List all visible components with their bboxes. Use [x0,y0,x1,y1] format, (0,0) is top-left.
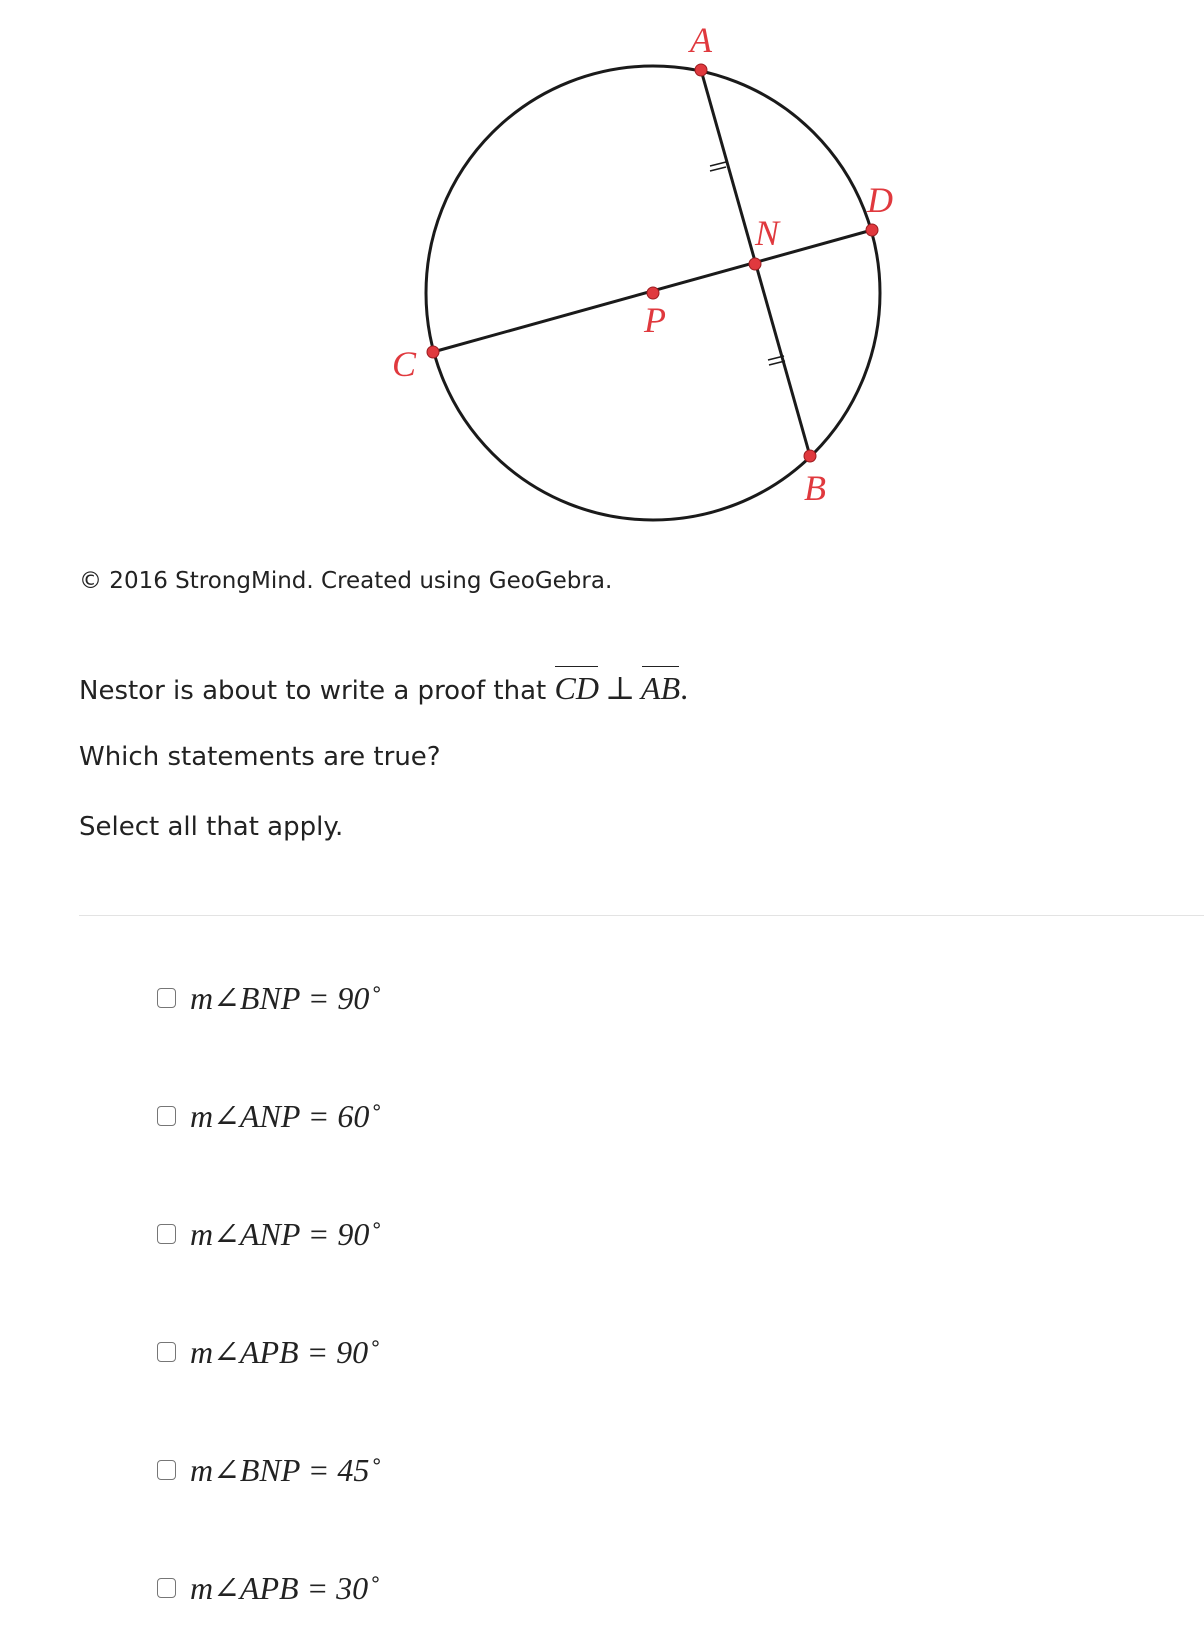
instruction-text: Select all that apply. [79,812,344,842]
answer-option[interactable] [157,978,380,1018]
option-label: m∠BNP = 45˚ [190,1452,381,1488]
checkbox[interactable] [157,1460,176,1480]
answer-option[interactable] [157,1096,380,1136]
answer-option[interactable] [157,1568,379,1608]
tick-mark-an [710,162,726,171]
label-n: N [755,213,780,253]
option-label: m∠BNP = 90˚ [190,980,381,1016]
point-b [804,450,816,462]
label-d: D [867,180,893,220]
answer-option[interactable] [157,1214,380,1254]
label-b: B [804,468,826,508]
option-label: m∠APB = 90˚ [190,1334,379,1370]
image-credit: © 2016 StrongMind. Created using GeoGebra. [79,568,613,594]
checkbox[interactable] [157,1578,176,1598]
point-a [695,64,707,76]
prompt-text: Nestor is about to write a proof that [79,676,555,706]
checkbox[interactable] [157,1224,176,1244]
perpendicular-symbol: ⊥ [604,670,636,706]
answer-option[interactable] [157,1332,379,1372]
label-c: C [392,344,417,384]
checkbox[interactable] [157,1342,176,1362]
point-c [427,346,439,358]
label-p: P [644,300,666,340]
option-label: m∠ANP = 60˚ [190,1098,381,1134]
option-label: m∠ANP = 90˚ [190,1216,381,1252]
option-label: m∠APB = 30˚ [190,1570,379,1606]
checkbox[interactable] [157,1106,176,1126]
problem-prompt [79,669,688,707]
question-text: Which statements are true? [79,742,441,772]
divider [79,915,1204,916]
prompt-math [554,670,688,706]
point-d [866,224,878,236]
point-p [647,287,659,299]
label-a: A [690,20,712,60]
segment-cd: CD [554,670,599,706]
prompt-period: . [680,670,689,706]
answer-option[interactable] [157,1450,380,1490]
segment-ab: AB [641,670,681,706]
point-n [749,258,761,270]
circle-diagram [380,0,920,540]
checkbox[interactable] [157,988,176,1008]
